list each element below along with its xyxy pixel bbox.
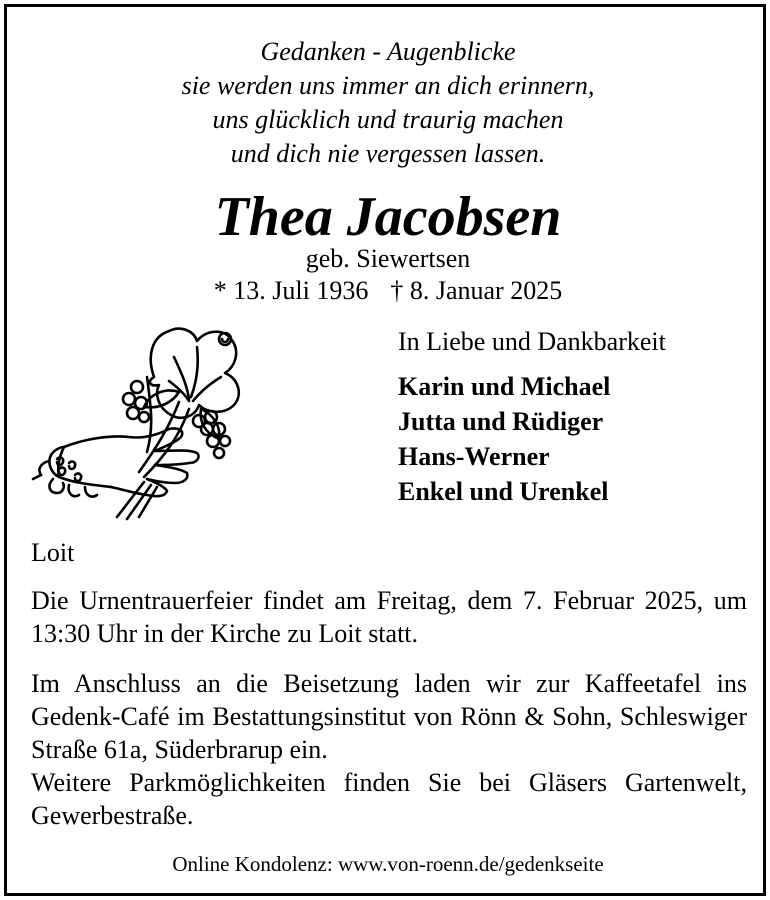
mourner-name: Hans-Werner [398,442,550,471]
parking-paragraph: Weitere Parkmöglichkeiten finden Sie bei Gläsers Gartenwelt, Gewerbestraße. [31,768,747,830]
birth-date: * 13. Juli 1936 [213,276,369,305]
hand-holding-flowers-icon [29,317,269,522]
mourner-name: Karin und Michael [398,372,611,401]
mourners-block [398,325,758,509]
birth-name: geb. Siewertsen [305,244,471,273]
poem-line: und dich nie vergessen lassen. [230,139,546,168]
service-paragraph: Die Urnentrauerfeier findet am Freitag, dem 7. Februar 2025, um 13:30 Uhr in der Kirche zu Loit statt. [31,586,747,648]
obituary-frame [4,4,766,896]
online-condolence: Online Kondolenz: www.von-roenn.de/gedenkseite [172,852,604,876]
mourner-name: Jutta und Rüdiger [398,407,604,436]
poem-line: uns glücklich und traurig machen [212,105,564,134]
mourner-name: Enkel und Urenkel [398,477,609,506]
mourners-intro: In Liebe und Dankbarkeit [398,327,666,356]
poem-line: Gedanken - Augenblicke [260,37,516,66]
reception-paragraph: Im Anschluss an die Beisetzung laden wir zur Kaffeetafel ins Gedenk-Café im Bestattungsinstitut von Rönn & Sohn, Schleswiger Straße 61a, Süderbrarup ein. [31,669,747,764]
poem-line: sie werden uns immer an dich erinnern, [181,71,595,100]
place-name: Loit [31,538,75,567]
deceased-name: Thea Jacobsen [214,186,562,248]
death-date: † 8. Januar 2025 [390,276,563,305]
life-dates [7,275,769,307]
memorial-poem [7,35,769,171]
